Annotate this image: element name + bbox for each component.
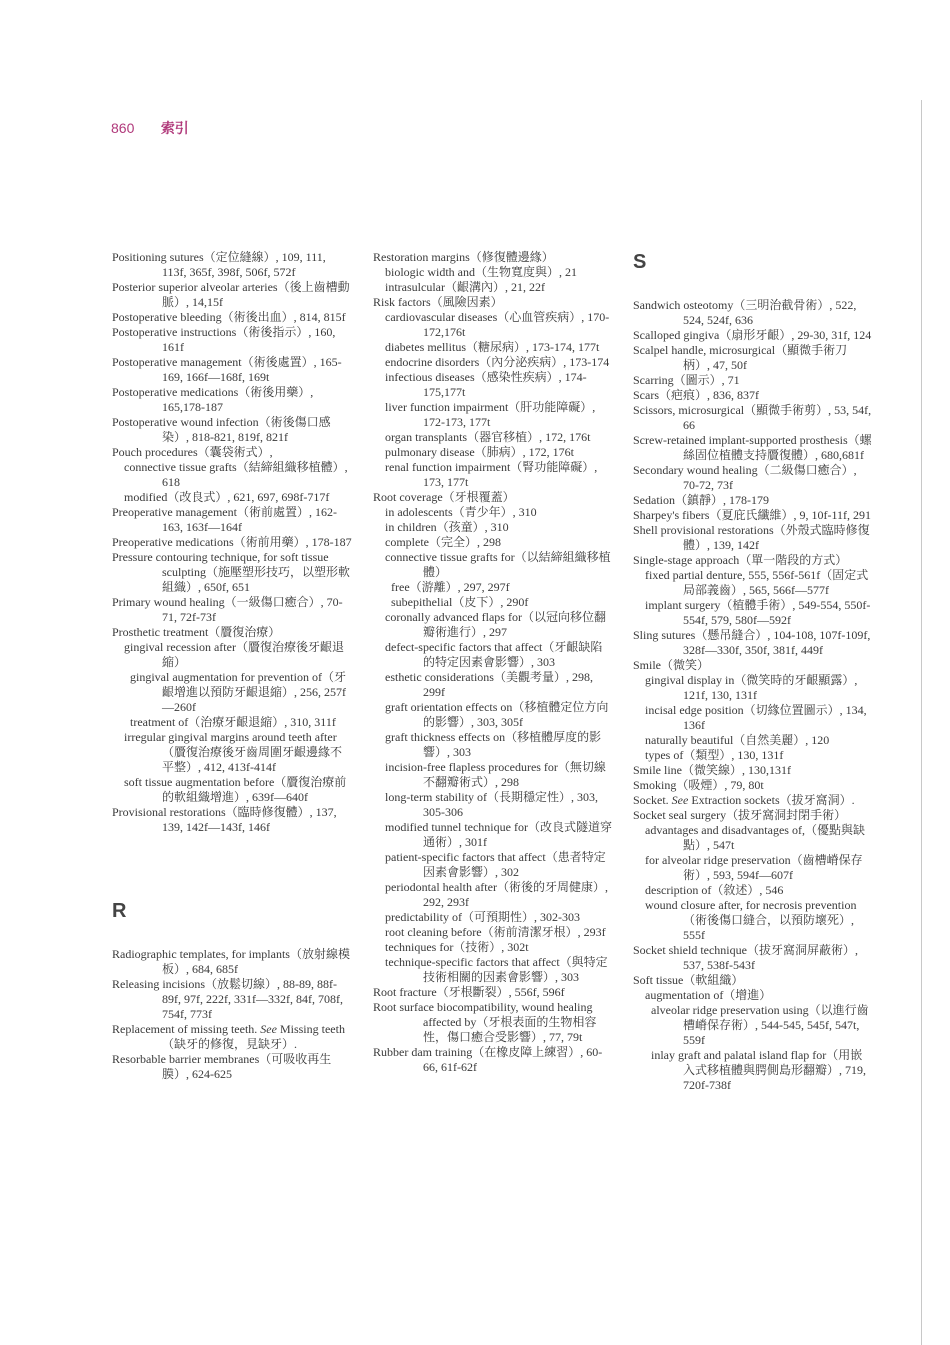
index-entry: biologic width and（生物寬度與）, 21 [385, 265, 577, 279]
index-entry: Scalpel handle, microsurgical（顯微手術刀柄）, 47, 50f [633, 343, 848, 372]
index-entry: graft thickness effects on（移植體厚度的影響）, 303 [385, 730, 602, 759]
index-entry: Releasing incisions（放鬆切線）, 88-89, 88f-89f, 97f, 222f, 331f—332f, 84f, 708f, 754f, 773f [112, 977, 343, 1021]
index-column-1 [112, 250, 352, 1082]
index-entry: Smile（微笑） [633, 658, 710, 672]
index-entry: intrasulcular（齦溝內）, 21, 22f [385, 280, 545, 294]
index-entry: liver function impairment（肝功能障礙）, 172-173, 177t [385, 400, 596, 429]
index-entry: naturally beautiful（自然美麗）, 120 [645, 733, 830, 747]
index-entry: technique-specific factors that affect（與特定技術相關的因素會影響）, 303 [385, 955, 608, 984]
index-entry: Soft tissue（軟組織） [633, 973, 744, 987]
index-entry: long-term stability of（長期穩定性）, 303, 305-306 [385, 790, 598, 819]
index-entry: Sandwich osteotomy（三明治截骨術）, 522, 524, 524f, 636 [633, 298, 857, 327]
index-entry: incision-free flapless procedures for（無切線不翻瓣術式）, 298 [385, 760, 606, 789]
page-title: 索引 [160, 120, 189, 136]
index-entry: gingival augmentation for prevention of（牙齦增進以預防牙齦退縮）, 256, 257f—260f [130, 670, 346, 714]
index-entry: treatment of（治療牙齦退縮）, 310, 311f [130, 715, 336, 729]
index-entry: advantages and disadvantages of,（優點與缺點）, 547t [645, 823, 865, 852]
index-entry: Sharpey's fibers（夏庇氏纖維）, 9, 10f-11f, 291 [633, 508, 872, 522]
index-entry: Resorbable barrier membranes（可吸收再生膜）, 624-625 [112, 1052, 332, 1081]
index-entries-r [112, 947, 352, 1082]
index-entry: modified（改良式）, 621, 697, 698f-717f [124, 490, 330, 504]
index-entry: predictability of（可預期性）, 302-303 [385, 910, 580, 924]
index-entry: Scarring（圖示）, 71 [633, 373, 740, 387]
index-entry: Scars（疤痕）, 836, 837f [633, 388, 759, 402]
index-entry: diabetes mellitus（糖尿病）, 173-174, 177t [385, 340, 600, 354]
index-entry: Postoperative medications（術後用藥）, 165,178-187 [112, 385, 314, 414]
index-entry: types of（類型）, 130, 131f [645, 748, 784, 762]
index-entry: Replacement of missing teeth. See Missing teeth（缺牙的修復，見缺牙）. [112, 1022, 345, 1051]
index-entry: endocrine disorders（內分泌疾病）, 173-174 [385, 355, 610, 369]
index-entry: Screw-retained implant-supported prosthesis（螺絲固位植體支持贗復體）, 680,681f [633, 433, 872, 462]
index-entry: Postoperative wound infection（術後傷口感染）, 818-821, 819f, 821f [112, 415, 331, 444]
page-header [111, 118, 189, 138]
index-entry: soft tissue augmentation before（贗復治療前的軟組織增進）, 639f—640f [124, 775, 347, 804]
index-entry: patient-specific factors that affect（患者特定因素會影響）, 302 [385, 850, 606, 879]
index-entry: Radiographic templates, for implants（放射線模板）, 684, 685f [112, 947, 350, 976]
index-entry: free（游離）, 297, 297f [391, 580, 510, 594]
index-entry: Postoperative management（術後處置）, 165-169, 166f—168f, 169t [112, 355, 342, 384]
index-column-3 [633, 250, 873, 1093]
index-entry: Socket. See Extraction sockets（拔牙窩洞）. [633, 793, 855, 807]
index-entry: esthetic considerations（美觀考量）, 298, 299f [385, 670, 593, 699]
index-entry: irregular gingival margins around teeth after（贗復治療後牙齒周圍牙齦邊緣不平整）, 412, 413f-414f [124, 730, 343, 774]
index-entry: Primary wound healing（一級傷口癒合）, 70-71, 72f-73f [112, 595, 343, 624]
index-entry: gingival recession after（贗復治療後牙齦退縮） [124, 640, 344, 669]
index-entry: Secondary wound healing（二級傷口癒合）, 70-72, 73f [633, 463, 857, 492]
index-entry: implant surgery（植體手術）, 549-554, 550f-554f, 579, 580f—592f [645, 598, 871, 627]
index-entry: Risk factors（風險因素） [373, 295, 503, 309]
index-entry: Rubber dam training（在橡皮障上練習）, 60-66, 61f-62f [373, 1045, 603, 1074]
index-entry: graft orientation effects on（移植體定位方向的影響）, 303, 305f [385, 700, 609, 729]
index-entry: Preoperative medications（術前用藥）, 178-187 [112, 535, 352, 549]
index-entry: incisal edge position（切緣位置圖示）, 134, 136f [645, 703, 867, 732]
index-entry: Socket seal surgery（拔牙窩洞封閉手術） [633, 808, 847, 822]
index-entry: Provisional restorations（臨時修復體）, 137, 139, 142f—143f, 146f [112, 805, 337, 834]
section-letter-r: R [112, 900, 127, 922]
index-entry: defect-specific factors that affect（牙齦缺陷的特定因素會影響）, 303 [385, 640, 603, 669]
index-entry: Single-stage approach（單一階段的方式） [633, 553, 848, 567]
index-entry: Scissors, microsurgical（顯微手術剪）, 53, 54f, 66 [633, 403, 872, 432]
index-entry: renal function impairment（腎功能障礙）, 173, 177t [385, 460, 598, 489]
page-edge-rule [921, 100, 922, 1345]
index-entry: description of（敘述）, 546 [645, 883, 784, 897]
index-entry: coronally advanced flaps for（以冠向移位翻瓣術進行）, 297 [385, 610, 606, 639]
index-entry: in adolescents（青少年）, 310 [385, 505, 537, 519]
index-entry: Root fracture（牙根斷裂）, 556f, 596f [373, 985, 565, 999]
index-entry: modified tunnel technique for（改良式隧道穿通術）, 301f [385, 820, 612, 849]
index-entry: Postoperative instructions（術後指示）, 160, 161f [112, 325, 336, 354]
index-entry: Socket shield technique（拔牙窩洞屏蔽術）, 537, 538f-543f [633, 943, 858, 972]
index-entry: organ transplants（器官移植）, 172, 176t [385, 430, 591, 444]
index-entries-s [633, 298, 873, 1093]
index-entry: inlay graft and palatal island flap for（用嵌入式移植體與腭側島形翻瓣）, 719, 720f-738f [651, 1048, 867, 1092]
index-column-2 [373, 250, 613, 1075]
index-entry: Sedation（鎮靜）, 178-179 [633, 493, 769, 507]
index-entry: Pouch procedures（囊袋術式）, [112, 445, 273, 459]
index-entry: Pressure contouring technique, for soft tissue sculpting（施壓塑形技巧，以塑形軟組織）, 650f, 651 [112, 550, 350, 594]
index-entry: Shell provisional restorations（外殼式臨時修復體）, 139, 142f [633, 523, 870, 552]
index-entry: pulmonary disease（肺病）, 172, 176t [385, 445, 574, 459]
index-entry: Positioning sutures（定位縫線）, 109, 111, 113f, 365f, 398f, 506f, 572f [112, 250, 326, 279]
index-entry: Preoperative management（術前處置）, 162-163, 163f—164f [112, 505, 337, 534]
index-entry: subepithelial（皮下）, 290f [391, 595, 529, 609]
index-entry: root cleaning before（術前清潔牙根）, 293f [385, 925, 606, 939]
index-entry: gingival display in（微笑時的牙齦顯露）, 121f, 130, 131f [645, 673, 858, 702]
index-entries-p [112, 250, 352, 835]
index-entry: Smoking（吸煙）, 79, 80t [633, 778, 764, 792]
index-entry: Prosthetic treatment（贗復治療） [112, 625, 281, 639]
index-entry: alveolar ridge preservation using（以進行齒槽嵴保存術）, 544-545, 545f, 547t, 559f [651, 1003, 869, 1047]
index-entry: complete（完全）, 298 [385, 535, 501, 549]
index-entry: cardiovascular diseases（心血管疾病）, 170-172,176t [385, 310, 610, 339]
index-entry: Root surface biocompatibility, wound healing affected by（牙根表面的生物相容性，傷口癒合受影響）, 77, 79t [373, 1000, 597, 1044]
index-entry: Sling sutures（懸吊縫合）, 104-108, 107f-109f, 328f—330f, 350f, 381f, 449f [633, 628, 871, 657]
index-entry: Smile line（微笑線）, 130,131f [633, 763, 791, 777]
index-entry: Scalloped gingiva（扇形牙齦）, 29-30, 31f, 124 [633, 328, 872, 342]
index-entry: techniques for（技術）, 302t [385, 940, 529, 954]
index-entry: connective tissue grafts（結締組織移植體）, 618 [124, 460, 348, 489]
index-entries-r-continued [373, 250, 613, 1075]
index-entry: connective tissue grafts for（以結締組織移植體） [385, 550, 611, 579]
index-entry: in children（孩童）, 310 [385, 520, 509, 534]
page-number: 860 [111, 120, 135, 136]
index-entry: fixed partial denture, 555, 556f-561f（固定式局部義齒）, 565, 566f—577f [645, 568, 869, 597]
index-entry: Restoration margins（修復體邊緣） [373, 250, 554, 264]
index-entry: for alveolar ridge preservation（齒槽嵴保存術）, 593, 594f—607f [645, 853, 863, 882]
index-entry: periodontal health after（術後的牙周健康）, 292, 293f [385, 880, 608, 909]
index-entry: wound closure after, for necrosis prevention（術後傷口縫合，以預防壞死）, 555f [645, 898, 857, 942]
section-letter-s: S [633, 251, 647, 273]
index-entry: Postoperative bleeding（術後出血）, 814, 815f [112, 310, 346, 324]
index-entry: infectious diseases（感染性疾病）, 174-175,177t [385, 370, 587, 399]
index-entry: Root coverage（牙根覆蓋） [373, 490, 515, 504]
index-entry: Posterior superior alveolar arteries（後上齒槽動脈）, 14,15f [112, 280, 350, 309]
index-entry: augmentation of（增進） [645, 988, 772, 1002]
